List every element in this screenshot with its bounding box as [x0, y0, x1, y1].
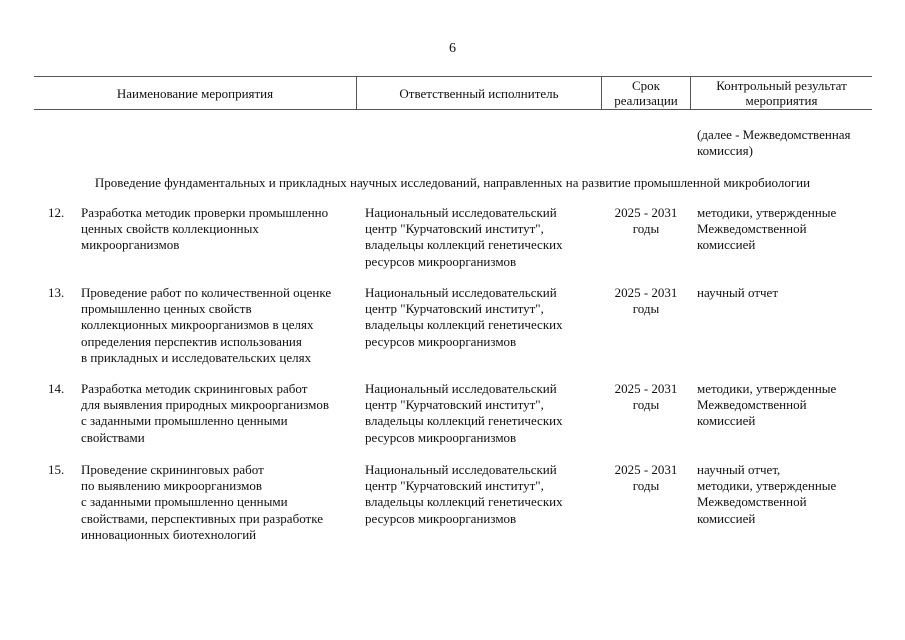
row-result: научный отчет, методики, утвержденные Межведомственной комиссией: [697, 462, 837, 526]
row-name: Проведение скрининговых работ по выявлению микроорганизмов с заданными промышленно ценными свойствами, перспективных при разработке инновационных биотехнологий: [81, 462, 323, 542]
section-title: Проведение фундаментальных и прикладных научных исследований, направленных на развитие промышленной микробиологии: [94, 175, 811, 190]
page-number: 6: [449, 41, 456, 56]
row-name: Проведение работ по количественной оценке промышленно ценных свойств коллекционных микроорганизмов в целях определения перспектив использования в прикладных и исследовательских целях: [81, 285, 332, 365]
row-executor: Национальный исследовательский центр "Курчатовский институт", владельцы коллекций генетических ресурсов микроорганизмов: [365, 462, 563, 526]
row-result: научный отчет: [697, 285, 779, 300]
row-term: 2025 - 2031 годы: [614, 381, 678, 413]
header-result: Контрольный результат мероприятия: [716, 78, 847, 108]
continuation-text: (далее - Межведомственная комиссия): [697, 127, 851, 159]
header-bottom-rule: [34, 109, 872, 110]
row-result: методики, утвержденные Межведомственной комиссией: [697, 205, 837, 253]
row-name: Разработка методик проверки промышленно ценных свойств коллекционных микроорганизмов: [81, 205, 329, 253]
row-number: 15.: [48, 462, 65, 477]
row-result: методики, утвержденные Межведомственной комиссией: [697, 381, 837, 429]
header-term: Срок реализации: [614, 78, 678, 108]
row-executor: Национальный исследовательский центр "Курчатовский институт", владельцы коллекций генетических ресурсов микроорганизмов: [365, 381, 563, 445]
row-number: 14.: [48, 381, 65, 396]
row-number: 12.: [48, 205, 65, 220]
row-term: 2025 - 2031 годы: [614, 205, 678, 237]
row-term: 2025 - 2031 годы: [614, 462, 678, 494]
row-number: 13.: [48, 285, 65, 300]
row-executor: Национальный исследовательский центр "Курчатовский институт", владельцы коллекций генетических ресурсов микроорганизмов: [365, 205, 563, 269]
header-name: Наименование мероприятия: [116, 85, 274, 101]
row-name: Разработка методик скрининговых работ для выявления природных микроорганизмов с заданными промышленно ценными свойствами: [81, 381, 329, 445]
row-term: 2025 - 2031 годы: [614, 285, 678, 317]
header-executor: Ответственный исполнитель: [399, 85, 559, 101]
row-executor: Национальный исследовательский центр "Курчатовский институт", владельцы коллекций генетических ресурсов микроорганизмов: [365, 285, 563, 349]
